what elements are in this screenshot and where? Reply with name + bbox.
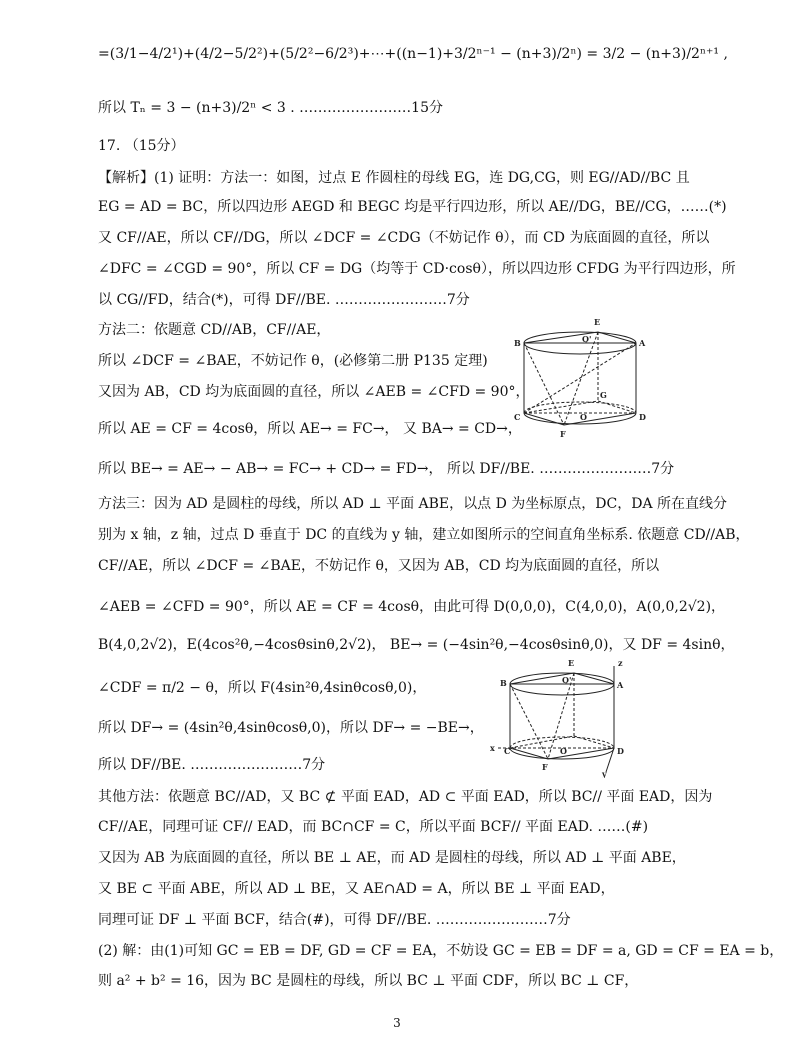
text-line: EG = AD = BC，所以四边形 AEGD 和 BEGC 均是平行四边形，所以 AE//DG，BE//CG，……(*) (98, 199, 727, 215)
label-C: C (514, 412, 521, 422)
text-line: 所以 AE = CF = 4cosθ，所以 AE→ = FC→， 又 BA→ = CD→， (98, 421, 522, 437)
page-number: 3 (393, 1016, 401, 1030)
label-O: O (560, 746, 567, 756)
text-line: (2) 解：由(1)可知 GC = EB = DF, GD = CF = EA，不妨设 GC = EB = DF = a, GD = CF = EA = b， (98, 943, 784, 959)
label-Q: Q' (562, 675, 572, 685)
label-Q: Q' (582, 334, 592, 344)
text-line: ∠CDF = π/2 − θ，所以 F(4sin²θ,4sinθcosθ,0)， (98, 680, 427, 696)
cylinder-figure-1 (512, 316, 652, 442)
axis-z-label: z (618, 658, 623, 668)
text-line: 方法二：依题意 CD//AB，CF//AE， (98, 322, 331, 338)
label-B: B (500, 678, 507, 688)
label-O: O (580, 412, 587, 422)
text-line: CF//AE，所以 ∠DCF = ∠BAE，不妨记作 θ，又因为 AB，CD 均为底面圆的直径，所以 (98, 558, 660, 574)
label-E: E (568, 658, 575, 668)
text-line: 其他方法：依题意 BC//AD，又 BC ⊄ 平面 EAD，AD ⊂ 平面 EAD，所以 BC// 平面 EAD，因为 (98, 789, 713, 805)
axis-y-label: y (602, 769, 607, 778)
label-D: D (639, 412, 646, 422)
label-A: A (617, 680, 624, 690)
text-line: 17. （15分） (98, 138, 185, 154)
text-line: 别为 x 轴，z 轴，过点 D 垂直于 DC 的直线为 y 轴，建立如图所示的空间直角坐标系. 依题意 CD//AB， (98, 527, 750, 543)
label-A: A (639, 338, 646, 348)
text-line: 所以 BE→ = AE→ − AB→ = FC→ + CD→ = FD→， 所以 DF//BE. ……………………7分 (98, 461, 675, 477)
text-line: 同理可证 DF ⊥ 平面 BCF，结合(#)，可得 DF//BE. ……………………7分 (98, 912, 571, 928)
label-G: G (600, 390, 607, 400)
text-line: 则 a² + b² = 16，因为 BC 是圆柱的母线，所以 BC ⊥ 平面 CDF，所以 BC ⊥ CF， (98, 973, 639, 989)
label-F: F (560, 429, 566, 439)
text-line: ∠DFC = ∠CGD = 90°，所以 CF = DG（均等于 CD·cosθ），所以四边形 CFDG 为平行四边形，所 (98, 261, 736, 277)
label-D: D (617, 746, 624, 756)
text-line: 所以 DF→ = (4sin²θ,4sinθcosθ,0)，所以 DF→ = −BE→， (98, 720, 484, 736)
text-line: CF//AE，同理可证 CF// EAD，而 BC∩CF = C，所以平面 BCF// 平面 EAD. ……(#) (98, 819, 649, 835)
text-line: 又 BE ⊂ 平面 ABE，所以 AD ⊥ BE，又 AE∩AD = A，所以 BE ⊥ 平面 EAD， (98, 881, 615, 897)
label-C: C (504, 746, 511, 756)
text-line: 【解析】(1) 证明：方法一：如图，过点 E 作圆柱的母线 EG，连 DG,CG，则 EG//AD//BC 且 (98, 170, 690, 186)
text-line: 所以 ∠DCF = ∠BAE，不妨记作 θ，(必修第二册 P135 定理) (98, 353, 488, 369)
text-line: 所以 Tₙ = 3 − (n+3)/2ⁿ < 3 . ……………………15分 (98, 100, 443, 116)
text-line: 又 CF//AE，所以 CF//DG，所以 ∠DCF = ∠CDG（不妨记作 θ），而 CD 为底面圆的直径，所以 (98, 230, 710, 246)
text-line: 方法三：因为 AD 是圆柱的母线，所以 AD ⊥ 平面 ABE，以点 D 为坐标原点，DC，DA 所在直线分 (98, 496, 727, 512)
text-line: ∠AEB = ∠CFD = 90°，所以 AE = CF = 4cosθ，由此可得 D(0,0,0)，C(4,0,0)，A(0,0,2√2)， (98, 599, 726, 615)
text-line: 又因为 AB，CD 均为底面圆的直径，所以 ∠AEB = ∠CFD = 90°， (98, 384, 530, 400)
cylinder-figure-2 (488, 656, 628, 778)
text-line: B(4,0,2√2)，E(4cos²θ,−4cosθsinθ,2√2)， BE→ = (−4sin²θ,−4cosθsinθ,0)，又 DF = 4sinθ， (98, 637, 735, 653)
text-line: 又因为 AB 为底面圆的直径，所以 BE ⊥ AE，而 AD 是圆柱的母线，所以 AD ⊥ 平面 ABE， (98, 850, 686, 866)
label-E: E (594, 317, 601, 327)
label-F: F (542, 762, 548, 772)
label-B: B (514, 338, 521, 348)
text-line: =(3/1−4/2¹)+(4/2−5/2²)+(5/2²−6/2³)+⋯+((n−1)+3/2ⁿ⁻¹ − (n+3)/2ⁿ) = 3/2 − (n+3)/2ⁿ⁺¹ , (98, 46, 728, 62)
text-line: 以 CG//FD，结合(*)，可得 DF//BE. ……………………7分 (98, 292, 470, 308)
text-line: 所以 DF//BE. ……………………7分 (98, 757, 326, 773)
axis-x-label: x (490, 743, 495, 753)
